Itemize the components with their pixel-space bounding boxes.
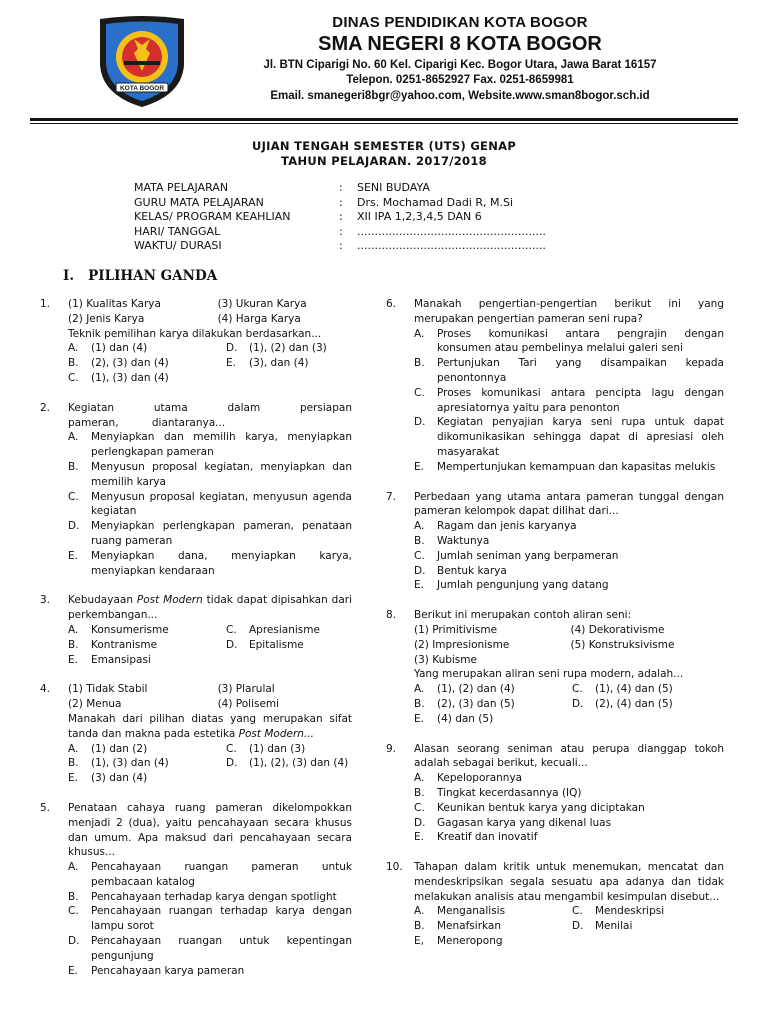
info-row-subject — [134, 181, 657, 196]
item-row — [414, 623, 724, 638]
option-row — [414, 904, 724, 919]
info-row-duration — [134, 239, 657, 254]
question-9 — [386, 742, 724, 846]
question-stem: Manakah pengertian-pengertian berikut ini yang merupakan pengertian pameran seni rupa? — [414, 298, 724, 325]
option-row — [414, 682, 724, 697]
info-value: Drs. Mochamad Dadi R, M.Si — [357, 195, 514, 209]
answer-option[interactable]: D. Menyiapkan perlengkapan pameran, penataan ruang pameran — [68, 520, 352, 547]
info-row-teacher — [134, 196, 657, 211]
answer-option[interactable]: D. Pencahayaan ruangan untuk kepentingan pengunjung — [68, 935, 352, 962]
question-number: 6. — [386, 298, 397, 310]
answer-option[interactable]: D. (2), (4) dan (5) — [572, 697, 673, 710]
question-10 — [386, 860, 724, 949]
answer-option[interactable]: C. Menyusun proposal kegiatan, menyusun agenda kegiatan — [68, 490, 352, 518]
item-row — [68, 312, 352, 327]
question-stem: Alasan seorang seniman atau perupa dianggap tokoh adalah sebagai berikut, kecuali... — [414, 742, 724, 770]
answer-option[interactable]: E. Kreatif dan inovatif — [414, 831, 538, 844]
answer-option[interactable]: E. Pencahayaan karya pameran — [68, 964, 245, 977]
answer-option[interactable]: A. Menganalisis — [414, 905, 506, 918]
item: (3) Ukuran Karya — [217, 298, 307, 310]
answer-option[interactable]: B. Tingkat kecerdasannya (IQ) — [414, 786, 582, 799]
question-number: 1. — [40, 298, 51, 310]
item: (4) Polisemi — [217, 698, 280, 711]
option-row — [68, 623, 352, 638]
answer-option[interactable]: C. (1), (4) dan (5) — [572, 683, 673, 696]
school-name: SMA NEGERI 8 KOTA BOGOR — [318, 33, 602, 56]
info-colon: : — [339, 239, 343, 253]
question-number: 10. — [386, 861, 403, 874]
answer-option[interactable]: E. (4) dan (5) — [414, 712, 494, 725]
exam-title-line1: UJIAN TENGAH SEMESTER (UTS) GENAP — [251, 139, 517, 153]
school-address: Jl. BTN Ciparigi No. 60 Kel. Ciparigi Kec. Bogor Utara, Jawa Barat 16157 — [263, 59, 657, 72]
agency-name: DINAS PENDIDIKAN KOTA BOGOR — [332, 14, 588, 31]
item: (1) Tidak Stabil — [68, 683, 148, 696]
answer-option[interactable]: D. (1), (2) dan (3) — [226, 342, 327, 355]
question-stem: Penataan cahaya ruang pameran dikelompokkan menjadi 2 (dua), yaitu pencahayaan secara khusus dan umum. Apa maksud dari pencahayaan secara khusus... — [68, 801, 352, 859]
answer-option[interactable]: C. (1), (3) dan (4) — [68, 371, 169, 384]
info-label: MATA PELAJARAN — [134, 181, 229, 194]
answer-option[interactable]: D. Menilai — [572, 920, 633, 933]
answer-option[interactable]: E. Mempertunjukan kemampuan dan kapasitas melukis — [414, 460, 716, 473]
item-row — [68, 297, 352, 312]
info-colon: : — [339, 181, 343, 194]
answer-option[interactable]: B. Waktunya — [414, 534, 490, 547]
item-row — [414, 638, 724, 653]
school-phone: Telepon. 0251-8652927 Fax. 0251-8659981 — [346, 74, 574, 87]
answer-option[interactable]: B. (2), (3) dan (4) — [68, 357, 169, 370]
answer-option[interactable]: D. Kegiatan penyajian karya seni rupa untuk dapat dikomunikasikan sehingga dapat di apresiasi oleh masyarakat — [414, 416, 724, 458]
answer-option[interactable]: A. Menyiapkan dan memilih karya, menyiapkan perlengkapan pameran — [68, 431, 352, 459]
info-value: ...................................................... — [357, 239, 546, 253]
question-1 — [40, 297, 352, 386]
question-stem: Yang merupakan aliran seni rupa modern, adalah... — [414, 668, 684, 681]
answer-option[interactable]: B. Menafsirkan — [414, 920, 501, 933]
answer-option[interactable]: A. (1) dan (2) — [68, 742, 148, 755]
option-row — [68, 356, 352, 371]
info-label: HARI/ TANGGAL — [134, 224, 221, 238]
item: (2) Menua — [68, 698, 122, 711]
letterhead — [200, 14, 720, 103]
question-number: 8. — [386, 609, 397, 622]
info-label: KELAS/ PROGRAM KEAHLIAN — [134, 210, 291, 224]
school-contact: Email. smanegeri8bgr@yahoo.com, Website.www.sman8bogor.sch.id — [270, 89, 650, 102]
option-row — [68, 341, 352, 356]
answer-option[interactable]: C. Keunikan bentuk karya yang diciptakan — [414, 801, 645, 814]
answer-option[interactable]: B. Kontranisme — [68, 638, 158, 651]
answer-option[interactable]: A. Ragam dan jenis karyanya — [414, 520, 577, 533]
option-row — [414, 697, 724, 712]
info-row-date — [134, 225, 657, 240]
section-heading: I. PILIHAN GANDA — [63, 268, 218, 284]
answer-option[interactable]: D. Bentuk karya — [414, 564, 507, 577]
question-stem: Tahapan dalam kritik untuk menemukan, mencatat dan mendeskripsikan segala sesuatu apa adanya dan tidak melakukan analisis atau mengambil kesimpulan disebut... — [414, 861, 724, 903]
answer-option[interactable]: C. Jumlah seniman yang berpameran — [414, 549, 619, 562]
item-row — [68, 697, 352, 712]
info-row-class — [134, 210, 657, 225]
answer-option[interactable]: B. Pertunjukan Tari yang disampaikan kepada penontonnya — [414, 357, 724, 384]
answer-option[interactable]: C. (1) dan (3) — [226, 742, 306, 755]
item: (4) Harga Karya — [217, 312, 301, 325]
question-stem: Kegiatan utama dalam persiapan pameran, diantaranya... — [68, 401, 352, 429]
question-6 — [386, 297, 724, 475]
option-row — [68, 742, 352, 757]
answer-option[interactable]: B. (1), (3) dan (4) — [68, 757, 169, 770]
option-row — [68, 756, 352, 771]
answer-option[interactable]: E. Emansipasi — [68, 653, 151, 666]
question-2 — [40, 401, 352, 579]
answer-option[interactable]: E. Menyiapkan dana, menyiapkan karya, menyiapkan kendaraan — [68, 549, 352, 577]
item: (5) Konstruksivisme — [570, 638, 675, 651]
answer-option[interactable]: E. Jumlah pengunjung yang datang — [414, 579, 609, 592]
answer-option[interactable]: D. (1), (2), (3) dan (4) — [226, 757, 349, 770]
answer-option[interactable]: B. Pencahayaan terhadap karya dengan spotlight — [68, 890, 337, 903]
question-number: 7. — [386, 490, 397, 503]
answer-option[interactable]: B. Menyusun proposal kegiatan, menyiapkan dan memilih karya — [68, 460, 352, 488]
answer-option[interactable]: C. Apresianisme — [226, 623, 320, 636]
question-number: 4. — [40, 683, 51, 696]
info-label: GURU MATA PELAJARAN — [134, 195, 264, 209]
answer-option[interactable]: A. Pencahayaan ruangan pameran untuk pembacaan katalog — [68, 861, 352, 888]
info-colon: : — [339, 195, 343, 209]
item: (3) Plarulal — [217, 683, 275, 696]
item: (4) Dekorativisme — [570, 623, 665, 636]
item-row — [68, 682, 352, 697]
info-value: XII IPA 1,2,3,4,5 DAN 6 — [357, 210, 482, 224]
info-value: ...................................................... — [357, 224, 546, 238]
item: (2) Impresionisme — [414, 638, 510, 651]
question-number: 9. — [386, 742, 397, 755]
item: (1) Kualitas Karya — [68, 298, 161, 310]
school-logo-emblem — [94, 13, 190, 109]
question-number: 5. — [40, 801, 51, 814]
item: (1) Primitivisme — [414, 623, 498, 636]
question-stem: Teknik pemilihan karya dilakukan berdasarkan... — [68, 327, 322, 340]
answer-option[interactable]: E. (3), dan (4) — [226, 357, 309, 370]
answer-option[interactable]: D. Epitalisme — [226, 638, 304, 651]
item: (3) Kubisme — [414, 653, 477, 666]
answer-option[interactable]: D. Gagasan karya yang dikenal luas — [414, 816, 612, 829]
answer-option[interactable]: E, Meneropong — [414, 935, 503, 948]
exam-title-line2: TAHUN PELAJARAN. 2017/2018 — [281, 153, 487, 168]
option-row — [414, 919, 724, 934]
option-row — [68, 638, 352, 653]
letterhead-rule-thin — [30, 123, 738, 124]
info-colon: : — [339, 210, 343, 224]
answer-option[interactable]: A. Konsumerisme — [68, 623, 169, 636]
exam-info-table — [134, 181, 657, 254]
logo-caption: KOTA BOGOR — [119, 85, 165, 92]
answer-option[interactable]: C. Pencahayaan ruangan terhadap karya dengan lampu sorot — [68, 905, 352, 933]
question-7 — [386, 490, 724, 594]
answer-option[interactable]: B. (2), (3) dan (5) — [414, 697, 515, 710]
answer-option[interactable]: C. Proses komunikasi antara pencipta lagu dengan apresiatornya yaitu para penonton — [414, 386, 724, 414]
answer-option[interactable]: A. (1), (2) dan (4) — [414, 683, 515, 696]
question-stem: Manakah dari pilihan diatas yang merupakan sifat tanda dan makna pada estetika Post Modern... — [68, 712, 352, 740]
question-number: 3. — [40, 594, 51, 607]
answer-option[interactable]: A. (1) dan (4) — [68, 342, 148, 355]
exam-title — [0, 139, 768, 169]
question-stem: Kebudayaan Post Modern tidak dapat dipisahkan dari perkembangan... — [68, 594, 352, 622]
answer-option[interactable]: C. Mendeskripsi — [572, 905, 665, 918]
questions-left-column — [40, 297, 352, 993]
item: (2) Jenis Karya — [68, 312, 145, 325]
info-label: WAKTU/ DURASI — [134, 239, 222, 253]
question-5 — [40, 801, 352, 979]
question-stem: Perbedaan yang utama antara pameran tunggal dengan pameran kelompok dapat dilihat dari... — [414, 490, 724, 518]
question-4 — [40, 682, 352, 786]
question-number: 2. — [40, 401, 51, 414]
answer-option[interactable]: A. Kepeloporannya — [414, 772, 523, 785]
answer-option[interactable]: E. (3) dan (4) — [68, 772, 148, 785]
question-stem: Berikut ini merupakan contoh aliran seni: — [414, 609, 632, 622]
question-3 — [40, 593, 352, 667]
info-value: SENI BUDAYA — [357, 181, 430, 194]
info-colon: : — [339, 224, 343, 238]
questions-right-column — [386, 297, 724, 964]
question-8 — [386, 608, 724, 726]
answer-option[interactable]: A. Proses komunikasi antara pengrajin dengan konsumen atau pembelinya melalui galeri seni — [414, 327, 724, 355]
letterhead-rule-thick — [30, 118, 738, 121]
